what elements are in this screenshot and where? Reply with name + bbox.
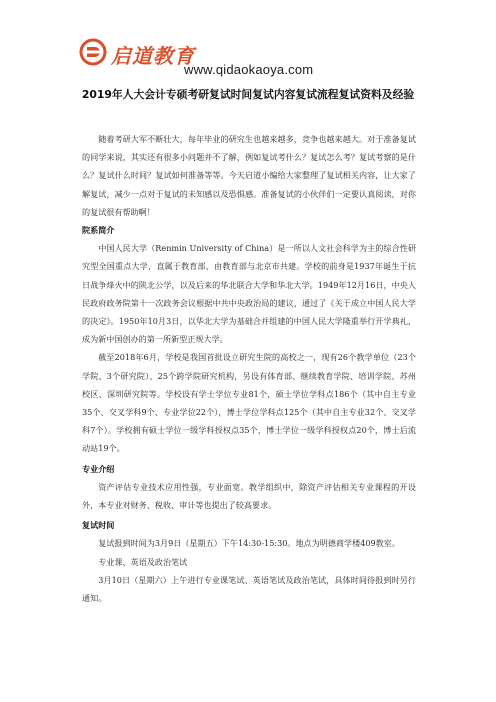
site-url: www.qidaokaoya.com (184, 62, 314, 77)
brand-name: 启道教育 (111, 44, 195, 68)
section-heading-retest-time: 复试时间 (82, 520, 115, 531)
body-paragraph: 资产评估专业技术应用性强，专业面宽。教学组织中，除资产评估相关专业课程的开设外，本专业对财务、税收、审计等也提出了较高要求。 (82, 481, 416, 511)
body-paragraph: 复试报到时间为3月9日（星期五）下午14:30-15:30。地点为明德商学楼409教室。 (98, 538, 400, 549)
body-paragraph: 3月10日（星期六）上午进行专业课笔试、英语笔试及政治笔试，具体时间待报到时另行通知。 (82, 574, 416, 604)
document-body (82, 130, 416, 607)
section-heading-school: 院系简介 (82, 225, 115, 236)
body-paragraph: 专业课、英语及政治笔试 (98, 556, 188, 567)
body-paragraph: 中国人民大学（Renmin University of China）是一所以人文社会科学为主的综合性研究型全国重点大学，直属于教育部，由教育部与北京市共建。学校的前身是1937年诞生于抗日战争烽火中的陕北公学，以及后来的华北联合大学和华北大学。1949年12月16日，中央人民政府政务院第十一次政务会议根据中共中央政治局的建议，通过了《关于成立中国人民大学的决定》。1950年10月3日，以华北大学为基础合并组建的中国人民大学隆重举行开学典礼，成为新中国创办的第一所新型正规大学。 (82, 243, 416, 345)
brand-logo-icon (79, 38, 107, 66)
document-title: 2019年人大会计专硕考研复试时间复试内容复试流程复试资料及经验 (81, 88, 415, 101)
intro-paragraph: 随着考研大军不断壮大，每年毕业的研究生也越来越多，竞争也越来越大。对于准备复试的同学来说，其实还有很多小问题并不了解，例如复试考什么？复试怎么考？复试考察的是什么？复试什么时间？复试如何准备等等。今天启道小编给大家整理了复试相关内容，让大家了解复试，减少一点对于复试的未知感以及恐惧感。准备复试的小伙伴们一定要认真阅读，对你的复试很有帮助啊！ (82, 134, 416, 217)
body-paragraph: 截至2018年6月，学校是我国首批设立研究生院的高校之一，现有26个教学单位（23个学院、3个研究院）、25个跨学院研究机构，另设有体育部、继续教育学院、培训学院、苏州校区、深圳研究院等。学校设有学士学位专业81个，硕士学位学科点186个（其中自主专业35个、交叉学科9个、专业学位22个），博士学位学科点125个（其中自主专业32个、交叉学科7个）。学校拥有硕士学位一级学科授权点35个，博士学位一级学科授权点20个，博士后流动站19个。 (82, 352, 416, 454)
section-heading-major: 专业介绍 (82, 463, 115, 474)
